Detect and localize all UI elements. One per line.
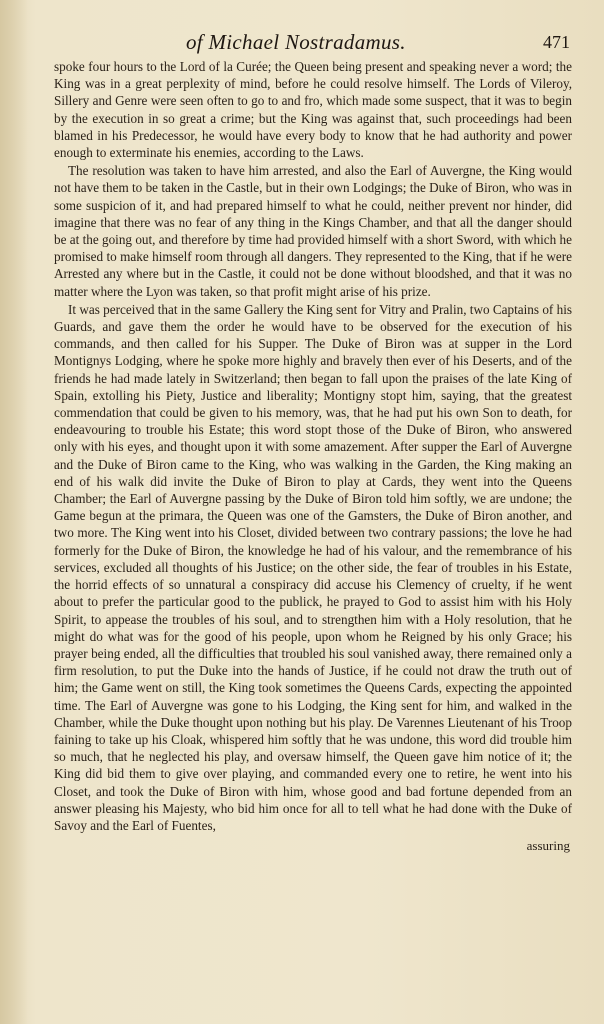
- catchword: assuring: [526, 838, 570, 854]
- page-footer: [54, 838, 574, 868]
- paragraph: The resolution was taken to have him arrested, and also the Earl of Auvergne, the King would not have them to be taken in the Castle, but in their own Lodgings; the Duke of Biron, who was in some suspicion of it, and had prepared himself to what he could, neither prevent nor hinder, did imagine that there was no fear of any thing in the Kings Chamber, and that all the danger should be at the going out, and therefore by time had provided himself with a short Sword, with which he promised to make himself room through all dangers. They represented to the King, that if he were Arrested any where but in the Castle, it could not be done without bloodshed, and that it was no matter where the Lyon was taken, so that profit might arise of his prize.: [54, 163, 572, 299]
- page-header: [54, 26, 574, 58]
- paragraph: It was perceived that in the same Gallery the King sent for Vitry and Pralin, two Captains of his Guards, and gave them the order he would have to be observed for the execution of his commands, and then called for his Supper. The Duke of Biron was at supper in the Lord Montignys Lodging, where he spoke more highly and bravely then ever of his Deserts, and of the friends he had made lately in Switzerland; then began to fall upon the praises of the late King of Spain, extolling his Piety, Justice and liberality; Montigny stopt him, saying, that the greatest commendation that could be given to his memory, was, that he had put his own Son to death, for endeavouring to trouble his Estate; this word stopt those of the Duke of Biron, who answered only with his eyes, and thought upon it with some amazement. After supper the Earl of Auvergne and the Duke of Biron came to the King, who was walking in the Garden, the King making an end of his walk did invite the Duke of Biron to play at Cards, they went into the Queens Chamber; the Earl of Auvergne passing by the Duke of Biron told him softly, we are undone; the Game begun at the primara, the Queen was one of the Gamsters, the Duke of Biron another, and two more. The King went into his Closet, divided between two contrary passions; the love he had formerly for the Duke of Biron, the knowledge he had of his valour, and the remembrance of his services, excluded all thoughts of his Justice; on the other side, the fear of troubles in his Estate, the horrid effects of so unnatural a conspiracy did accuse his Clemency of cruelty, if he went about to prefer the particular good to the publick, he prayed to God to assist him with his Holy Spirit, to appease the troubles of his soul, and to strengthen him with a Holy resolution, that he might do what was for the good of his people, upon whom he Reigned by his only Grace; his prayer being ended, all the difficulties that troubled his soul vanished away, there remained only a firm resolution, to put the Duke into the hands of Justice, if he could not draw the truth out of him; the Game went on still, the King took sometimes the Queens Cards, expecting the appointed time. The Earl of Auvergne was gone to his Lodging, the King sent for him, and walked in the Chamber, while the Duke thought upon nothing but his play. De Varennes Lieutenant of his Troop faining to take up his Cloak, whispered him softly that he was undone, this word did trouble him so much, that he neglected his play, and oversaw himself, the Queen gave him notice of it; the King did bid them to give over playing, and commanded every one to retire, he went into his Closet, and took the Duke of Biron with him, whose good and bad fortune depended from an answer pleasing his Majesty, who bid him once for all to tell what he had done with the Duke of Savoy and the Earl of Fuentes,: [54, 301, 572, 833]
- paragraph: spoke four hours to the Lord of la Curée; the Queen being present and speaking never a word; the King was in a great perplexity of mind, before he could resolve himself. The Lords of Vileroy, Sillery and Genre were seen often to go to and fro, which made some suspect, that it was to begin by the execution in so great a crime; but the King was against that, such proceedings had been blamed in his Predecessor, he would have every body to know that he had authority and power enough to exterminate his enemies, according to the Laws.: [54, 59, 572, 161]
- body-text: [54, 58, 572, 834]
- running-head: of Michael Nostradamus.: [186, 30, 406, 54]
- page-number: 471: [543, 32, 570, 52]
